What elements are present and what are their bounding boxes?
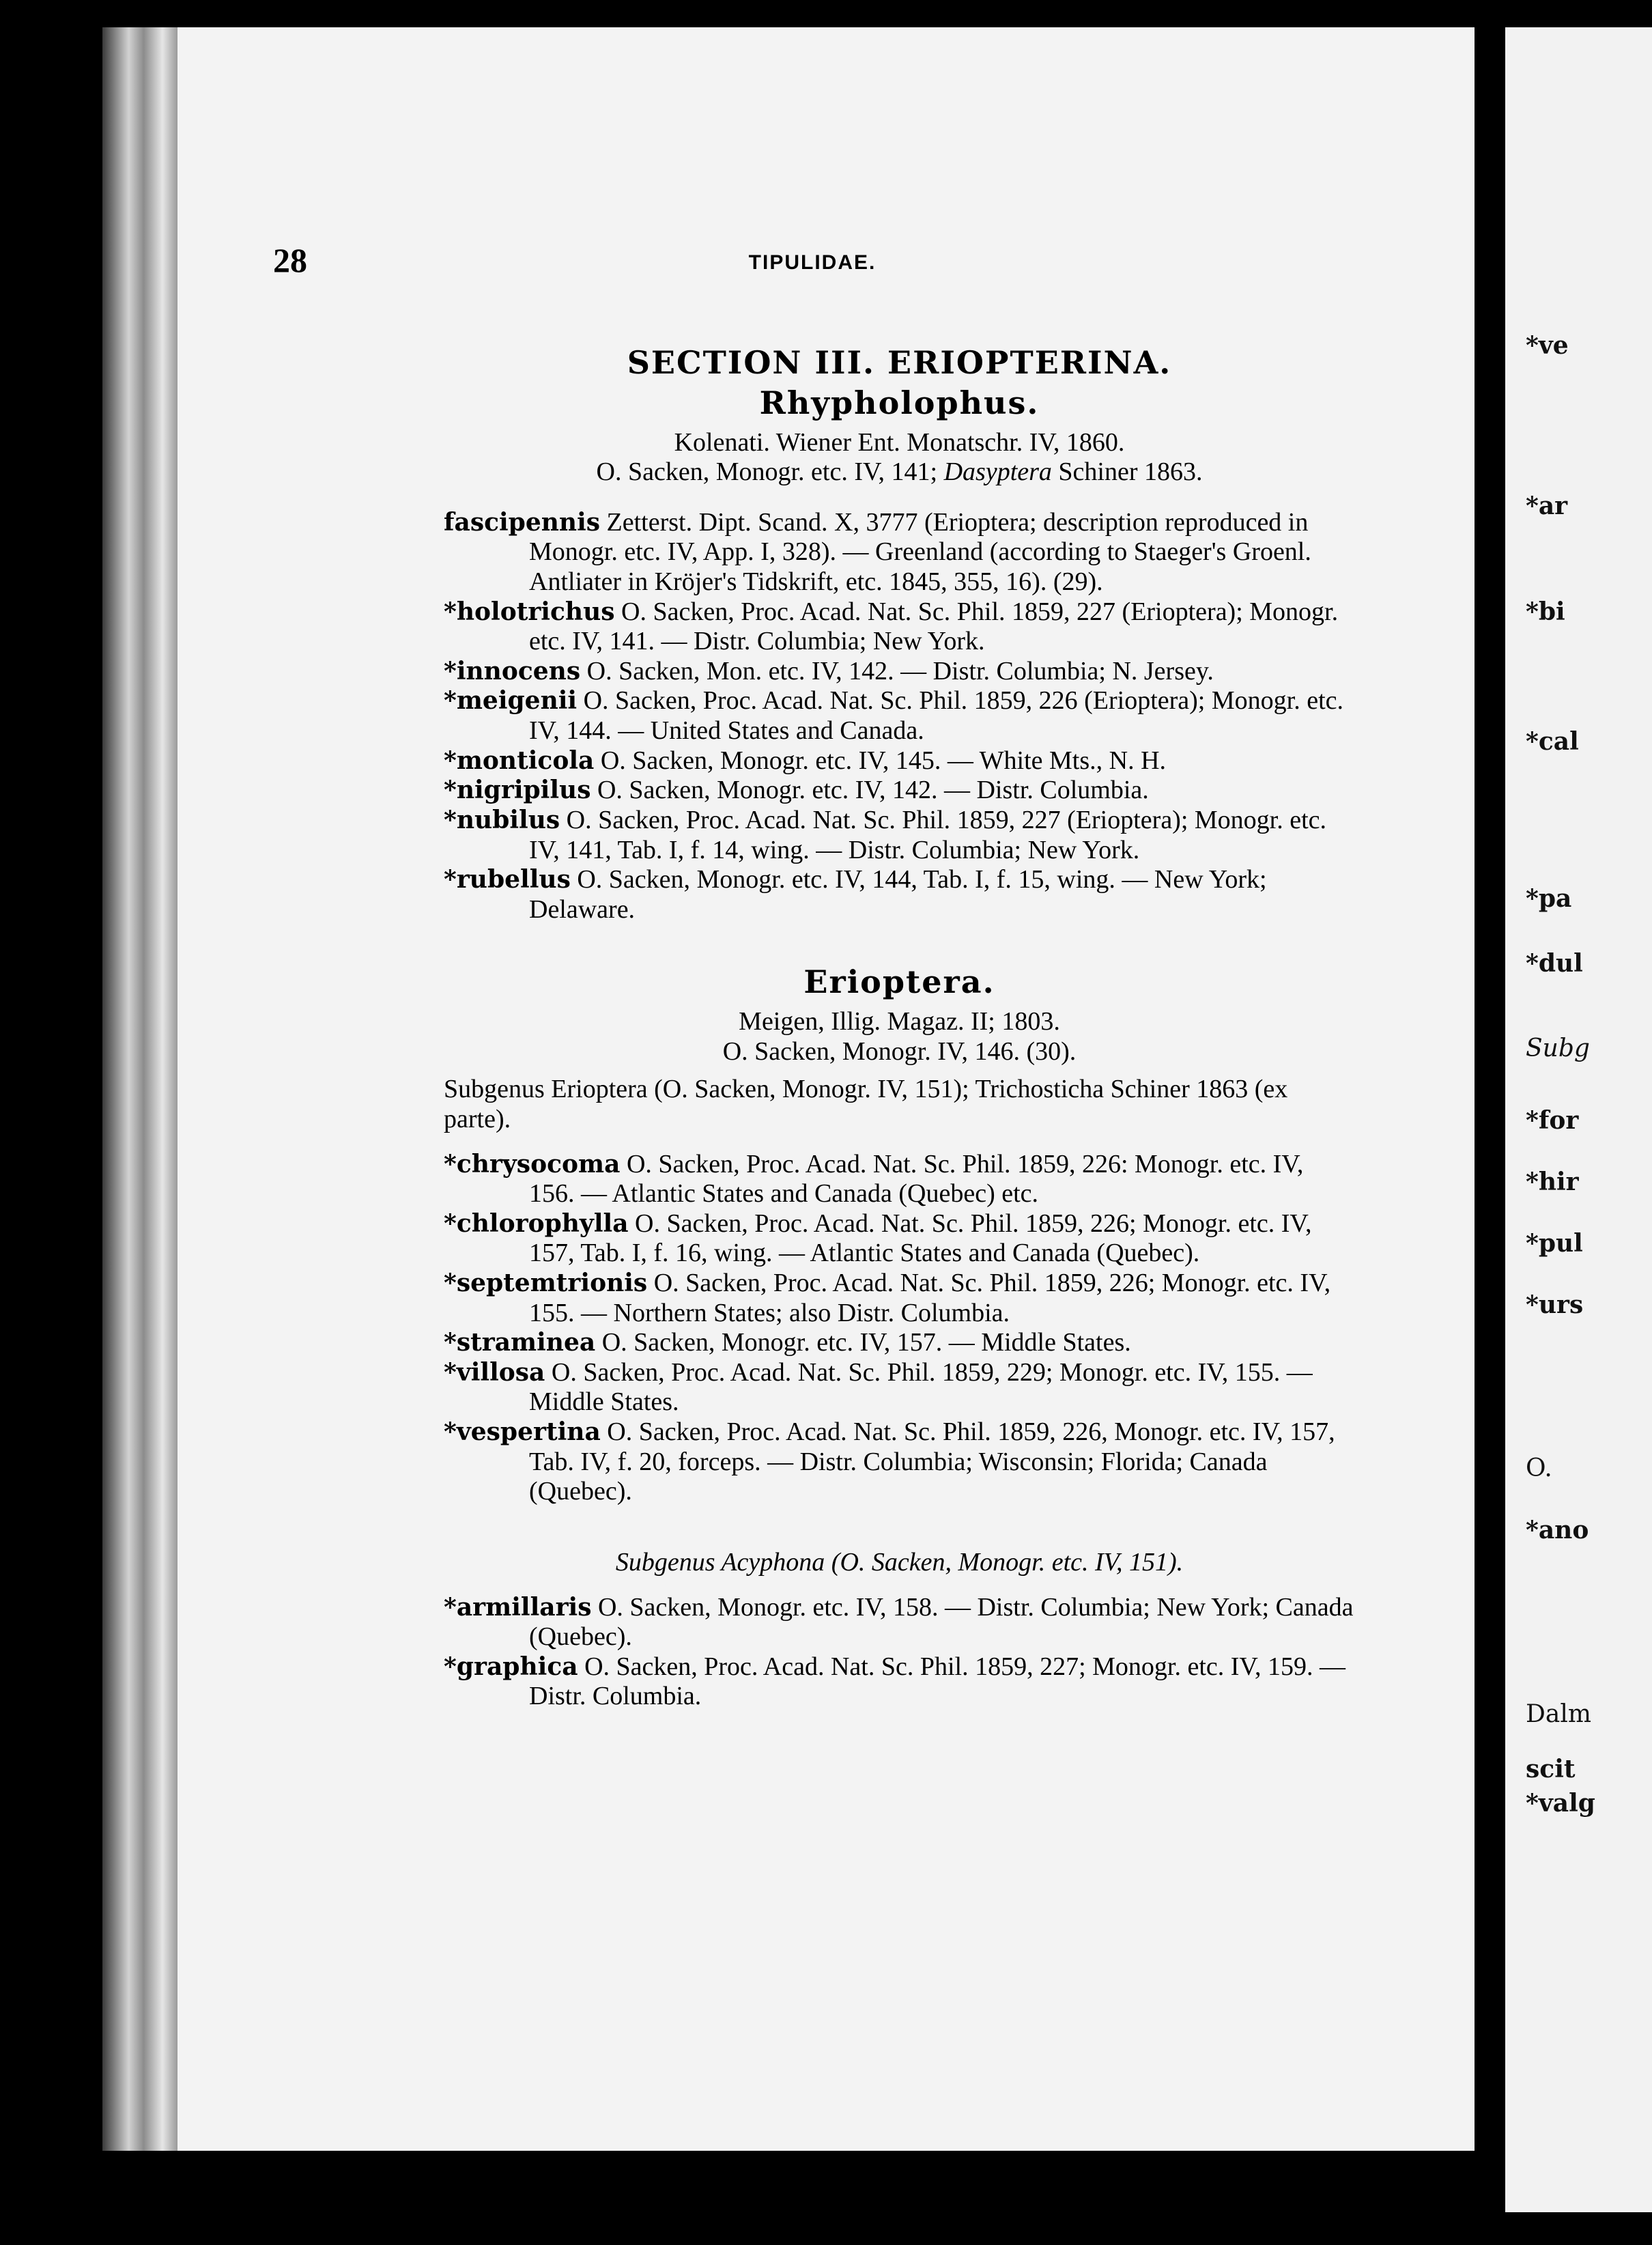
species-entry [444,597,1355,657]
page-header [273,240,1352,281]
species-name: *chrysocoma [444,1149,621,1178]
adjacent-page-text: *ar [1526,492,1568,520]
species-text: O. Sacken, Mon. etc. IV, 142. — Distr. Columbia; N. Jersey. [586,656,1214,686]
adjacent-page-fragment [1505,27,1652,2212]
species-name: *septemtrionis [444,1269,648,1298]
species-text: O. Sacken, Proc. Acad. Nat. Sc. Phil. 1859, 226; Monogr. etc. IV, 155. — Northern States; also Distr. Columbia. [529,1269,1331,1327]
genus-reference: O. Sacken, Monogr. IV, 146. (30). [722,1036,1077,1066]
species-text: O. Sacken, Proc. Acad. Nat. Sc. Phil. 1859, 226; Monogr. etc. IV, 157, Tab. I, f. 16, wing. — Atlantic States and Canada (Quebec). [529,1209,1312,1268]
genus-reference: Kolenati. Wiener Ent. Monatschr. IV, 1860. [674,427,1125,457]
species-entry [444,1417,1355,1507]
book-binding [102,27,177,2151]
running-title: TIPULIDAE. [748,251,877,274]
species-text: O. Sacken, Proc. Acad. Nat. Sc. Phil. 1859, 227 (Erioptera); Monogr. etc. IV, 141. — Distr. Columbia; New York. [529,597,1339,656]
species-name: *straminea [444,1328,596,1357]
species-name: *vespertina [444,1417,601,1447]
species-entry [444,1269,1355,1328]
adjacent-page-text: *valg [1526,1789,1595,1818]
species-name: *graphica [444,1652,578,1681]
species-name: *nigripilus [444,776,591,805]
species-entry [444,1593,1355,1652]
species-entry [444,508,1355,597]
species-text: O. Sacken, Proc. Acad. Nat. Sc. Phil. 1859, 226: Monogr. etc. IV, 156. — Atlantic States and Canada (Quebec) etc. [529,1149,1304,1209]
page-content [444,345,1355,1712]
species-entry [444,1358,1355,1417]
genus-reference: Meigen, Illig. Magaz. II; 1803. [739,1007,1060,1036]
species-entry [444,657,1355,687]
species-name: *chlorophylla [444,1209,629,1238]
species-entry [444,806,1355,865]
species-text: O. Sacken, Proc. Acad. Nat. Sc. Phil. 1859, 226 (Erioptera); Monogr. etc. IV, 144. — United States and Canada. [529,686,1344,746]
adjacent-page-text: *cal [1526,727,1579,756]
species-entry [444,1209,1355,1269]
adjacent-page-text: O. [1526,1454,1552,1482]
species-entry [444,1150,1355,1209]
species-name: *holotrichus [444,597,615,626]
species-entry [444,746,1355,776]
species-text: O. Sacken, Proc. Acad. Nat. Sc. Phil. 1859, 229; Monogr. etc. IV, 155. — Middle States. [529,1357,1313,1417]
adjacent-page-text: scit [1526,1755,1576,1783]
adjacent-page-text: *dul [1526,949,1583,978]
species-text: O. Sacken, Monogr. etc. IV, 144, Tab. I, f. 15, wing. — New York; Delaware. [529,865,1267,924]
species-name: fascipennis [444,507,601,537]
adjacent-page-text: *ano [1526,1516,1589,1544]
species-name: *rubellus [444,865,571,894]
adjacent-page-text: *ve [1526,331,1569,360]
adjacent-page-text: *bi [1526,597,1565,626]
species-text: Zetterst. Dipt. Scand. X, 3777 (Erioptera; description reproduced in Monogr. etc. IV, App. I, 328). — Greenland (according to Staeger's Groenl. Antliater in Kröjer's Tidskrift, etc. 1845, 355, 16). (29). [529,507,1311,597]
genus-reference: O. Sacken, Monogr. etc. IV, 141; Dasyptera Schiner 1863. [596,457,1203,487]
adjacent-page-text: *pa [1526,884,1572,913]
adjacent-page-text: *hir [1526,1168,1579,1196]
page-number: 28 [273,241,307,279]
species-text: O. Sacken, Monogr. etc. IV, 142. — Distr. Columbia. [597,776,1149,805]
species-name: *monticola [444,746,595,775]
species-text: O. Sacken, Monogr. etc. IV, 157. — Middle States. [601,1328,1131,1357]
genus-heading-erioptera: Erioptera. [803,963,995,1001]
species-name: *villosa [444,1357,545,1387]
adjacent-page-text: Subg [1526,1034,1590,1062]
species-text: O. Sacken, Proc. Acad. Nat. Sc. Phil. 1859, 227 (Erioptera); Monogr. etc. IV, 141, Tab. I, f. 14, wing. — Distr. Columbia; New York. [529,805,1327,864]
scan-left-edge [0,0,102,2245]
species-name: *meigenii [444,686,578,716]
species-text: O. Sacken, Proc. Acad. Nat. Sc. Phil. 1859, 226, Monogr. etc. IV, 157, Tab. IV, f. 20, forceps. — Distr. Columbia; Wisconsin; Florida; Canada (Quebec). [529,1417,1335,1506]
species-entry [444,686,1355,746]
species-text: O. Sacken, Proc. Acad. Nat. Sc. Phil. 1859, 227; Monogr. etc. IV, 159. — Distr. Columbia. [529,1652,1345,1711]
page-gutter [1475,27,1505,2212]
species-entry [444,776,1355,806]
species-entry [444,1652,1355,1712]
adjacent-page-text: Dalm [1526,1700,1591,1728]
adjacent-page-text: *pul [1526,1229,1583,1258]
adjacent-page-text: *urs [1526,1290,1584,1319]
species-name: *innocens [444,656,581,686]
species-text: O. Sacken, Monogr. etc. IV, 145. — White Mts., N. H. [600,746,1167,775]
section-title: SECTION III. ERIOPTERINA. [627,344,1172,381]
subgenus-heading: Subgenus Erioptera (O. Sacken, Monogr. IV, 151); Trichosticha Schiner 1863 (ex parte). [444,1075,1288,1133]
subgenus-heading: Subgenus Acyphona (O. Sacken, Monogr. etc. IV, 151). [615,1547,1184,1577]
species-entry [444,1328,1355,1358]
species-text: O. Sacken, Monogr. etc. IV, 158. — Distr. Columbia; New York; Canada (Quebec). [529,1592,1354,1652]
species-name: *armillaris [444,1592,592,1622]
species-entry [444,865,1355,924]
genus-heading-rhypholophus: Rhypholophus. [759,384,1040,421]
adjacent-page-text: *for [1526,1106,1579,1135]
species-name: *nubilus [444,805,560,834]
